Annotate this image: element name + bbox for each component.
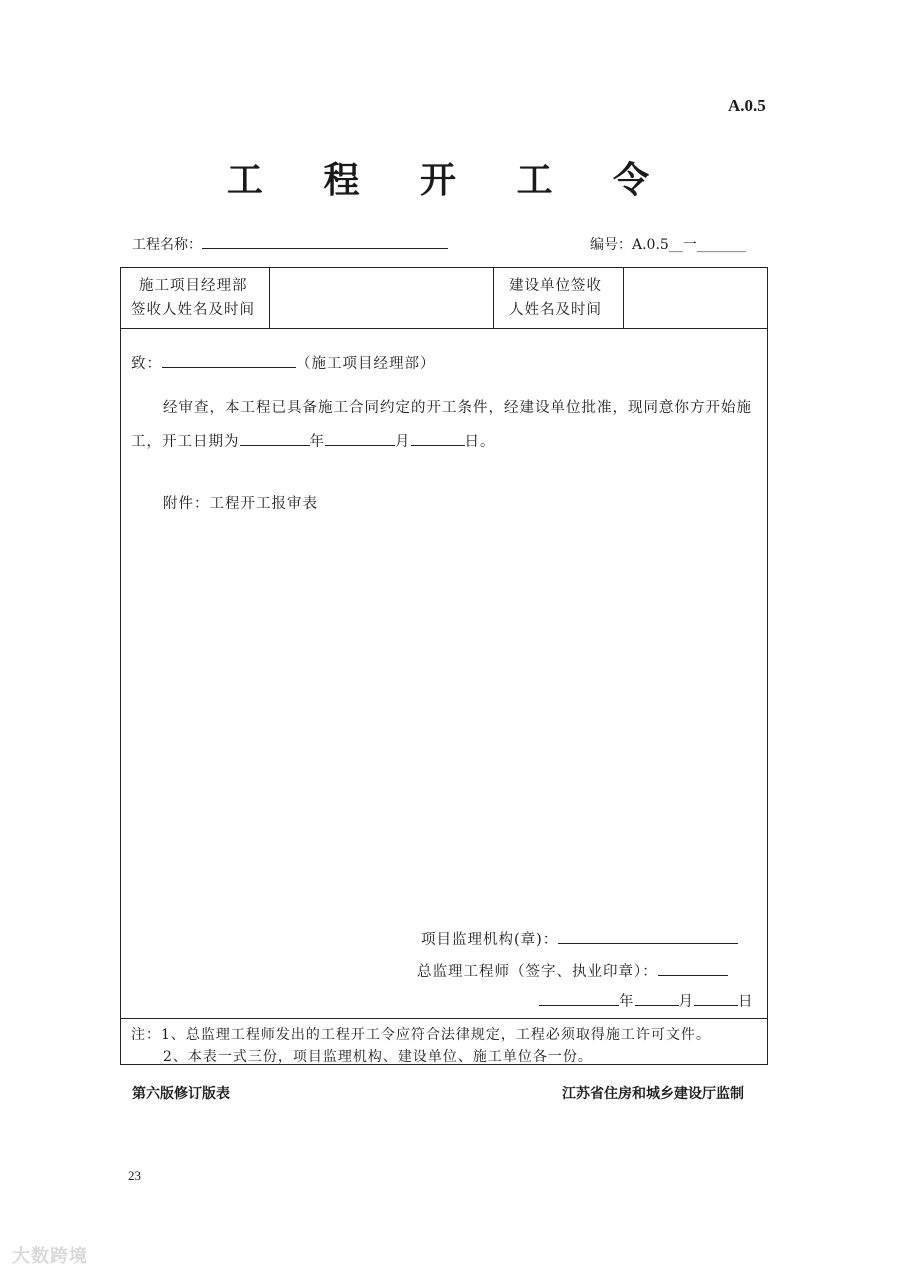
project-name-field[interactable] [202,234,448,249]
owner-signature-cell[interactable] [625,268,767,328]
supervision-org-row [421,928,738,949]
page-title: 工 程 开 工 令 [226,160,674,201]
start-year-field[interactable] [240,431,310,446]
sign-day-label: 日 [738,994,754,1010]
addressee-suffix: （施工项目经理部） [296,356,436,372]
owner-label-line1: 建设单位签收 [509,278,602,294]
serial-number: 编号：A.0.5__一_______ [590,237,746,253]
addressee-prefix: 致： [131,356,162,372]
addressee-line [131,352,436,373]
notes-divider [121,1018,767,1019]
construction-dept-signature-cell[interactable] [271,268,491,328]
sign-month-field[interactable] [635,991,679,1006]
owner-label-line2: 人姓名及时间 [509,302,602,318]
start-day-field[interactable] [411,431,465,446]
construction-dept-label [131,274,255,322]
construction-dept-label-line1: 施工项目经理部 [139,278,248,294]
construction-dept-label-line2: 签收人姓名及时间 [131,302,255,318]
month-label: 月 [395,434,411,450]
note-2: 2、本表一式三份，项目监理机构、建设单位、施工单位各一份。 [163,1049,593,1065]
attachment-line: 附件：工程开工报审表 [163,496,318,512]
order-form [120,267,768,1065]
page-number: 23 [128,1168,141,1183]
footer-edition: 第六版修订版表 [132,1086,230,1102]
supervision-org-field[interactable] [558,929,738,944]
header-col-divider-2 [493,268,494,328]
signature-date-row [539,990,754,1011]
approval-paragraph-line2 [131,430,496,451]
project-name-row [132,234,448,254]
approval-paragraph-line1: 经审查，本工程已具备施工合同约定的开工条件，经建设单位批准，现同意你方开始施 [163,400,752,416]
watermark: 大数跨境 [12,1246,88,1267]
year-label: 年 [309,434,325,450]
note-1: 注：1、总监理工程师发出的工程开工令应符合法律规定，工程必须取得施工许可文件。 [131,1027,711,1043]
day-label: 日。 [464,434,496,450]
sign-year-field[interactable] [539,991,619,1006]
sign-month-label: 月 [678,994,694,1010]
chief-engineer-label: 总监理工程师（签字、执业印章）： [417,964,658,980]
footer-issuer: 江苏省住房和城乡建设厅监制 [562,1086,744,1102]
chief-engineer-field[interactable] [658,961,728,976]
header-col-divider-1 [269,268,270,328]
owner-label [509,274,602,322]
start-month-field[interactable] [325,431,395,446]
addressee-field[interactable] [162,353,296,368]
sign-year-label: 年 [619,994,635,1010]
supervision-org-label: 项目监理机构(章)： [421,932,559,948]
header-row-divider [121,328,767,329]
start-date-label: 工，开工日期为 [131,434,240,450]
chief-engineer-row [417,960,728,981]
project-name-label: 工程名称： [132,237,202,253]
header-col-divider-3 [623,268,624,328]
sign-day-field[interactable] [694,991,738,1006]
form-code: A.0.5 [728,96,766,115]
